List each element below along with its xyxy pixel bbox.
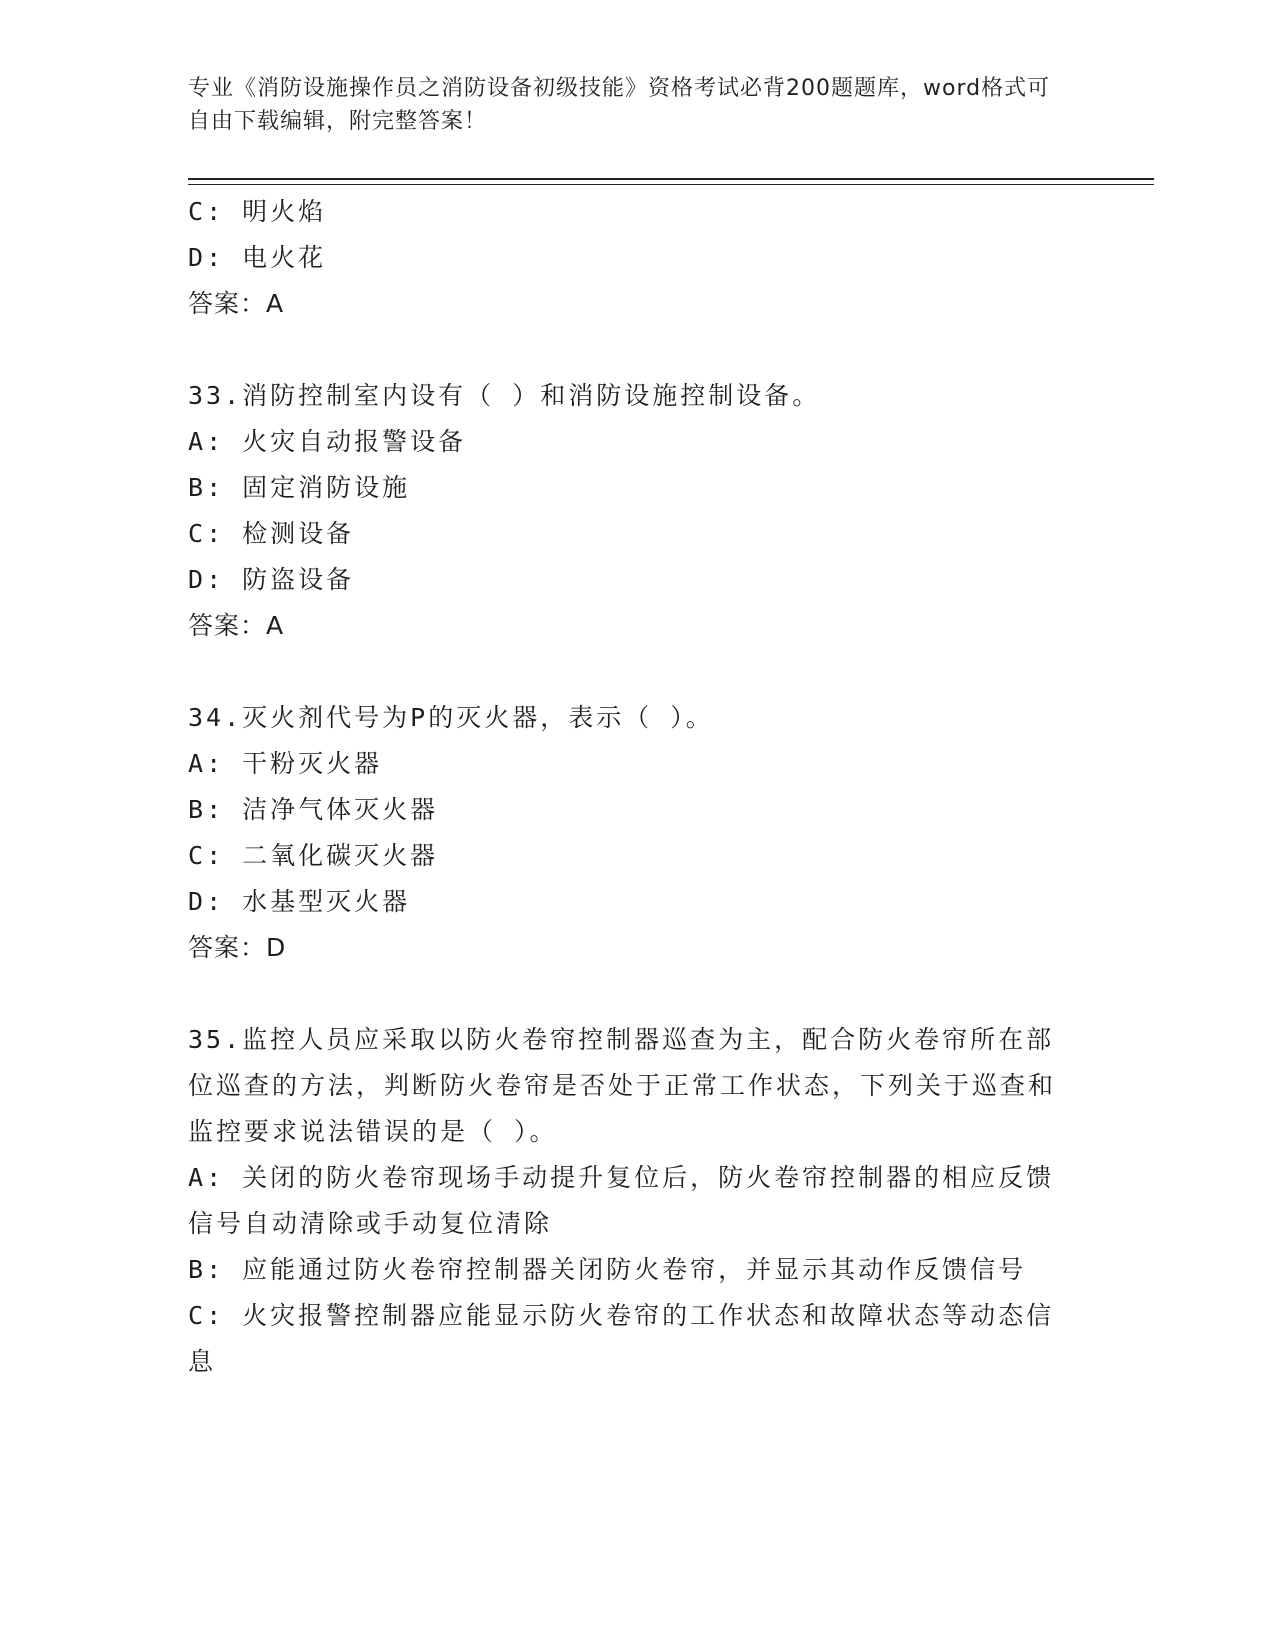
option-text: 火灾自动报警设备 [242,427,467,456]
question-text: 监控人员应采取以防火卷帘控制器巡查为主，配合防火卷帘所在部位巡查的方法，判断防火卷帘是否处于正常工作状态，下列关于巡查和监控要求说法错误的是（ ）。 [188,1025,1057,1146]
option-label: C [188,1301,207,1330]
question-stem [188,1017,1068,1155]
option-label: C [188,519,207,548]
option-text: 固定消防设施 [242,473,411,502]
question-stem [188,695,1068,741]
question-text: 灭火剂代号为P的灭火器，表示（ ）。 [242,703,714,732]
option-line: C: 检测设备 [188,519,355,548]
option-text: 检测设备 [242,519,355,548]
question-content [188,189,1088,1385]
answer-value: D [266,933,287,962]
option-line: A: 干粉灭火器 [188,749,383,778]
option-text: 干粉灭火器 [242,749,383,778]
option-text: 火灾报警控制器应能显示防火卷帘的工作状态和故障状态等动态信息 [188,1301,1055,1376]
option-line: B: 洁净气体灭火器 [188,795,439,824]
option-text: 电火花 [242,243,327,272]
option-line: D: 防盗设备 [188,565,355,594]
question-number: 34. [188,703,243,732]
option-line: A: 关闭的防火卷帘现场手动提升复位后，防火卷帘控制器的相应反馈信号自动清除或手动复位清除 [188,1163,1055,1238]
option-line: D: 电火花 [188,243,327,272]
answer-line [188,603,1088,649]
option-label: D [188,887,207,916]
option-label: C [188,841,207,870]
question-text: 消防控制室内设有（ ）和消防设施控制设备。 [242,381,821,410]
option-text: 二氧化碳灭火器 [242,841,439,870]
header-divider-thick [188,178,1154,180]
question-number: 35. [188,1025,243,1054]
document-header: 专业《消防设施操作员之消防设备初级技能》资格考试必背200题题库，word格式可自由下载编辑，附完整答案！ [188,76,1051,134]
answer-value: A [266,611,285,640]
answer-line [188,281,1088,327]
option-line: C: 二氧化碳灭火器 [188,841,439,870]
option-line: B: 固定消防设施 [188,473,411,502]
option-label: C [188,197,207,226]
answer-label: 答案： [188,933,267,962]
option-line: C: 明火焰 [188,197,327,226]
answer-label: 答案： [188,289,267,318]
option-label: B [188,795,207,824]
header-divider-thin [188,184,1154,185]
option-text: 水基型灭火器 [242,887,411,916]
spacer [188,327,1088,373]
option-label: D [188,243,207,272]
option-label: B [188,1255,207,1284]
option-line: B: 应能通过防火卷帘控制器关闭防火卷帘，并显示其动作反馈信号 [188,1255,1027,1284]
option-line: A: 火灾自动报警设备 [188,427,467,456]
option-line: C: 火灾报警控制器应能显示防火卷帘的工作状态和故障状态等动态信息 [188,1301,1055,1376]
option-text: 明火焰 [242,197,327,226]
option-text: 应能通过防火卷帘控制器关闭防火卷帘，并显示其动作反馈信号 [242,1255,1027,1284]
spacer [188,649,1088,695]
option-text: 洁净气体灭火器 [242,795,439,824]
option-label: A [188,427,207,456]
option-text: 关闭的防火卷帘现场手动提升复位后，防火卷帘控制器的相应反馈信号自动清除或手动复位清除 [188,1163,1055,1238]
option-text: 防盗设备 [242,565,355,594]
option-label: A [188,1163,207,1192]
answer-label: 答案： [188,611,267,640]
question-stem [188,373,1068,419]
option-label: D [188,565,207,594]
option-label: B [188,473,207,502]
question-number: 33. [188,381,243,410]
option-label: A [188,749,207,778]
answer-value: A [266,289,285,318]
answer-line [188,925,1088,971]
spacer [188,971,1088,1017]
option-line: D: 水基型灭火器 [188,887,411,916]
